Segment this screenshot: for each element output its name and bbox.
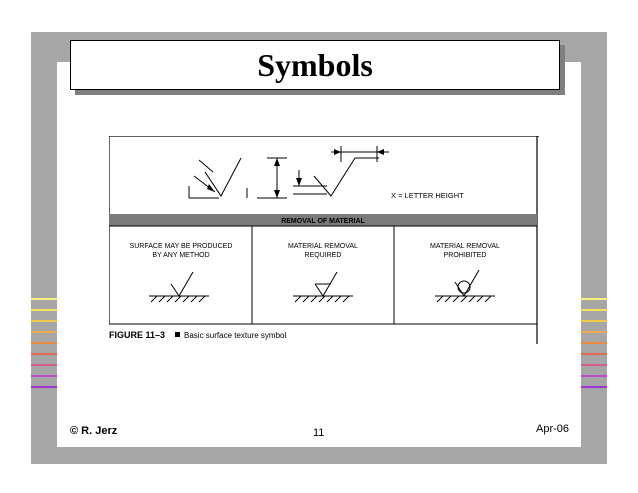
arrowhead — [274, 158, 280, 166]
arrowhead — [296, 178, 302, 186]
arrowhead — [274, 190, 280, 198]
letter-height-dimension-drawing — [189, 146, 389, 198]
stripe — [31, 298, 57, 300]
figure-caption-number: FIGURE 11–3 — [109, 330, 166, 340]
hatching — [295, 296, 349, 302]
dimension-arrowheads — [207, 149, 384, 198]
figure-caption-text: Basic surface texture symbol — [184, 331, 287, 340]
title-box — [70, 40, 560, 90]
stripe — [31, 320, 57, 322]
cell-2-line-1: MATERIAL REMOVAL — [288, 243, 358, 250]
stripe — [581, 342, 607, 344]
symbol-any-method — [149, 272, 209, 302]
stripe — [581, 331, 607, 333]
prohibit-circle — [458, 281, 470, 293]
check-mark — [171, 272, 193, 296]
stripe — [31, 331, 57, 333]
arrowhead — [377, 149, 384, 155]
cell-1-line-2: BY ANY METHOD — [152, 252, 210, 259]
stripe — [31, 342, 57, 344]
caption-bullet — [175, 332, 180, 337]
stripe — [31, 375, 57, 377]
hatching — [151, 296, 205, 302]
surface-texture-figure — [109, 136, 539, 344]
stripe — [581, 364, 607, 366]
stripe — [581, 353, 607, 355]
slide-title: Symbols — [257, 46, 373, 83]
footer-page-number: 11 — [313, 427, 325, 439]
arrowhead — [334, 149, 341, 155]
cell-3-line-1: MATERIAL REMOVAL — [430, 243, 500, 250]
stripe — [31, 364, 57, 366]
stripes-right — [581, 298, 607, 394]
footer-author: © R. Jerz — [70, 425, 118, 437]
stripe — [31, 353, 57, 355]
stripe — [581, 386, 607, 388]
stripe — [581, 298, 607, 300]
check-mark — [205, 158, 241, 196]
removal-band-label: REMOVAL OF MATERIAL — [281, 218, 365, 225]
cell-2-line-2: REQUIRED — [304, 252, 342, 259]
cell-1-line-1: SURFACE MAY BE PRODUCED — [129, 243, 233, 250]
stripe — [581, 320, 607, 322]
dimension-line — [199, 160, 213, 172]
cell-3-line-2: PROHIBITED — [443, 252, 487, 259]
stripe — [581, 309, 607, 311]
letter-height-legend: X = LETTER HEIGHT — [391, 191, 464, 200]
footer-date: Apr-06 — [536, 423, 570, 435]
symbol-removal-prohibited — [435, 270, 495, 302]
stripe — [31, 386, 57, 388]
stripe — [31, 309, 57, 311]
stripe — [581, 375, 607, 377]
check-mark-extended — [314, 158, 379, 196]
stripes-left — [31, 298, 57, 394]
symbol-removal-required — [293, 272, 353, 302]
